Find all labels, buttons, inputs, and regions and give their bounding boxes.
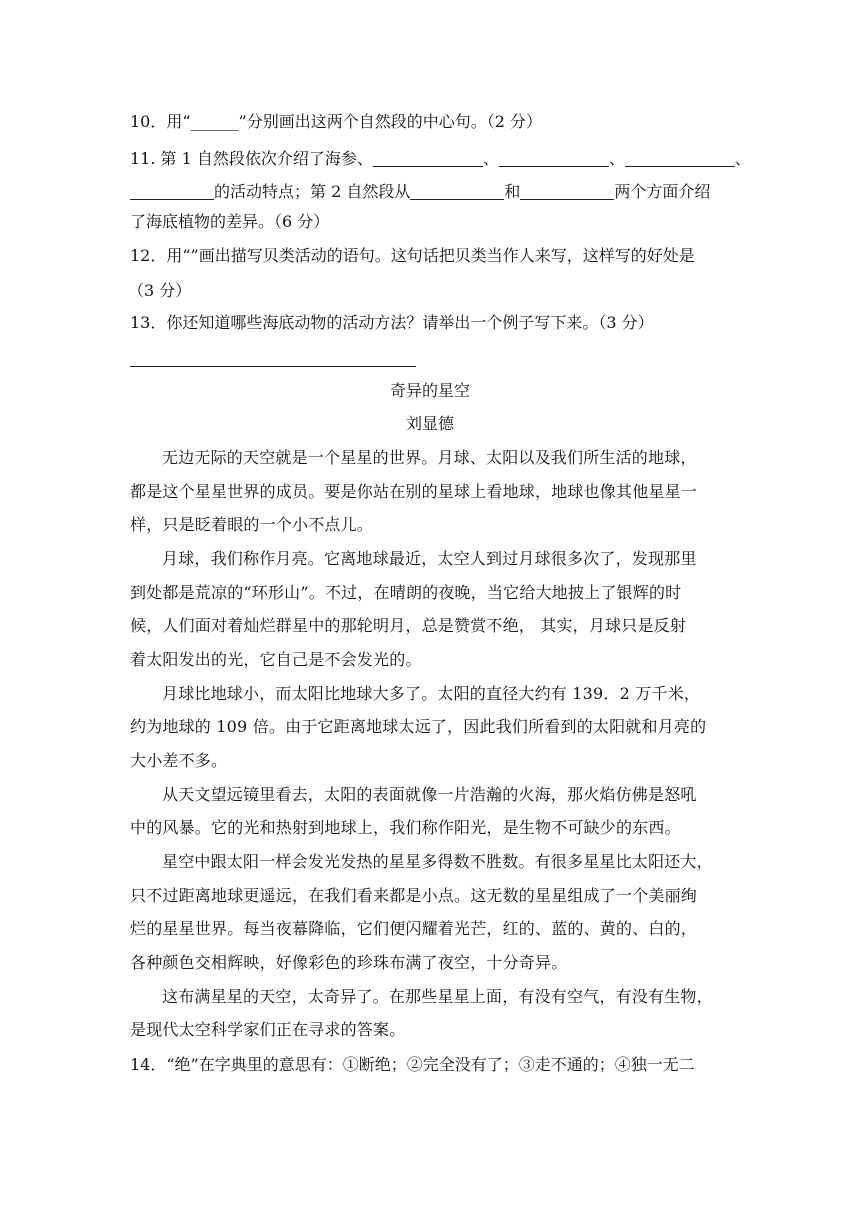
article-line: 烂的星星世界。每当夜幕降临，它们便闪耀着光芒，红的、蓝的、黄的、白的， xyxy=(130,919,698,938)
q12-text: 12．用“”画出描写贝类活动的语句。这句话把贝类当作人来写，这样写的好处是 xyxy=(130,246,695,265)
q11-blank-2[interactable] xyxy=(499,150,609,167)
q11-sep-2: 、 xyxy=(608,149,625,168)
article-line: 候，人们面对着灿烂群星中的那轮明月，总是赞赏不绝， 其实，月球只是反射 xyxy=(130,616,687,635)
q13-text: 13．你还知道哪些海底动物的活动方法？请举出一个例子写下来。（3 分） xyxy=(130,313,654,332)
q11-blank-5[interactable] xyxy=(410,183,504,200)
q11-text-pre: 11. 第 1 自然段依次介绍了海参、 xyxy=(130,149,373,168)
q12-score: （3 分） xyxy=(128,281,192,300)
article-line: 样，只是眨着眼的一个小不点儿。 xyxy=(130,515,374,534)
q11-sep-3: 、 xyxy=(734,149,751,168)
article-line: 各种颜色交相辉映，好像彩色的珍珠布满了夜空，十分奇异。 xyxy=(130,953,568,972)
q11-text-end: 了海底植物的差异。（6 分） xyxy=(130,212,330,231)
q13-answer-line[interactable] xyxy=(130,366,416,367)
article-author: 刘显德 xyxy=(405,414,454,433)
question-12-line-2 xyxy=(128,281,191,301)
question-12-line-1 xyxy=(130,246,695,266)
q11-text-mid: 的活动特点；第 2 自然段从 xyxy=(214,182,411,201)
article-line: 约为地球的 109 倍。由于它距离地球太远了，因此我们所看到的太阳就和月亮的 xyxy=(130,717,707,736)
q14-text: 14．“绝”在字典里的意思有：①断绝；②完全没有了；③走不通的；④独一无二 xyxy=(130,1055,695,1074)
q10-text-post: ”分别画出这两个自然段的中心句。（2 分） xyxy=(238,112,542,131)
article-line: 月球比地球小，而太阳比地球大多了。太阳的直径大约有 139．2 万千米， xyxy=(162,684,701,703)
article-line: 月球，我们称作月亮。它离地球最近，太空人到过月球很多次了，发现那里 xyxy=(162,549,697,568)
q11-blank-6[interactable] xyxy=(520,183,614,200)
article-line: 无边无际的天空就是一个星星的世界。月球、太阳以及我们所生活的地球， xyxy=(162,448,697,467)
q11-blank-1[interactable] xyxy=(373,150,483,167)
question-11-line-3 xyxy=(130,212,329,232)
article-line: 到处都是荒凉的“环形山”。不过，在晴朗的夜晚，当它给大地披上了银辉的时 xyxy=(130,583,682,602)
q11-text-and: 和 xyxy=(504,182,521,201)
q10-text-pre: 10．用“ xyxy=(130,112,191,131)
question-11-line-2 xyxy=(130,182,710,202)
q11-blank-4[interactable] xyxy=(130,183,214,200)
question-13-line-1 xyxy=(130,313,654,333)
question-10 xyxy=(130,112,542,132)
article-line: 中的风暴。它的光和热射到地球上，我们称作阳光，是生物不可缺少的东西。 xyxy=(130,818,681,837)
q11-sep-1: 、 xyxy=(482,149,499,168)
q11-blank-3[interactable] xyxy=(625,150,735,167)
q11-text-post: 两个方面介绍 xyxy=(614,182,711,201)
article-line: 着太阳发出的光，它自己是不会发光的。 xyxy=(130,650,422,669)
article-line: 只不过距离地球更遥远，在我们看来都是小点。这无数的星星组成了一个美丽绚 xyxy=(130,886,698,905)
article-line: 是现代太空科学家们正在寻求的答案。 xyxy=(130,1020,406,1039)
article-line: 大小差不多。 xyxy=(130,751,228,770)
q10-blank: ______ xyxy=(190,112,239,131)
question-11-line-1 xyxy=(130,149,751,169)
article-line: 星空中跟太阳一样会发光发热的星星多得数不胜数。有很多星星比太阳还大， xyxy=(162,852,713,871)
article-line: 从天文望远镜里看去，太阳的表面就像一片浩瀚的火海，那火焰仿佛是怒吼 xyxy=(162,785,697,804)
article-line: 都是这个星星世界的成员。要是你站在别的星球上看地球，地球也像其他星星一 xyxy=(130,482,698,501)
article-line: 这布满星星的天空，太奇异了。在那些星星上面，有没有空气，有没有生物， xyxy=(162,987,713,1006)
article-title: 奇异的星空 xyxy=(389,381,470,400)
question-14-line-1 xyxy=(130,1055,695,1075)
